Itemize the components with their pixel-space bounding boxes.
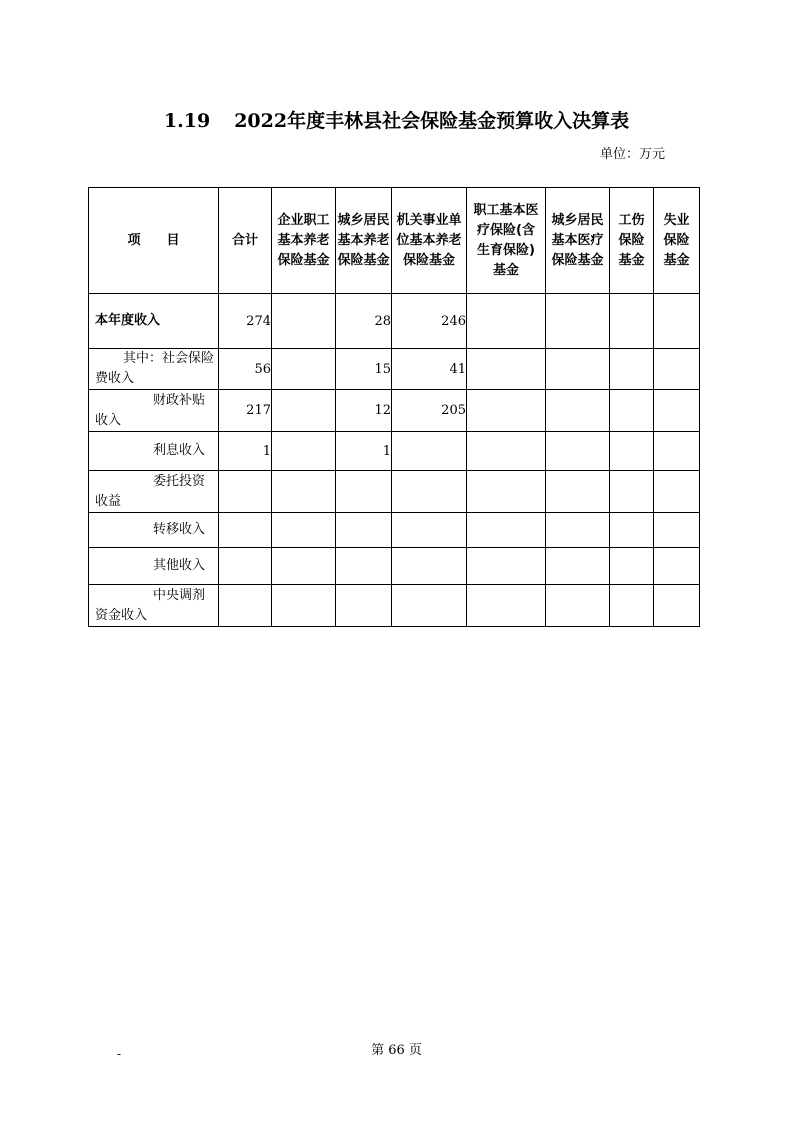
row-label: 其中：社会保险费收入 [89, 349, 219, 390]
cell-unemployment [654, 349, 700, 390]
cell-injury [610, 294, 654, 349]
row-label: 利息收入 [89, 432, 219, 471]
cell-urban-rural-medical [546, 390, 610, 432]
cell-employee-medical [467, 585, 546, 627]
page-number: 第 66 页 [371, 1043, 422, 1058]
cell-urban-rural-pension [336, 585, 392, 627]
row-label: 其他收入 [89, 548, 219, 585]
cell-total: 217 [219, 390, 272, 432]
header-employee-medical: 职工基本医疗保险(含生育保险)基金 [467, 188, 546, 294]
table-row [89, 585, 700, 627]
header-urban-rural-medical: 城乡居民基本医疗保险基金 [546, 188, 610, 294]
table-row [89, 471, 700, 513]
cell-urban-rural-medical [546, 294, 610, 349]
cell-institution-pension: 246 [392, 294, 467, 349]
cell-total [219, 585, 272, 627]
cell-enterprise-pension [272, 432, 336, 471]
table-row [89, 432, 700, 471]
header-injury: 工伤保险基金 [610, 188, 654, 294]
cell-injury [610, 349, 654, 390]
row-label: 财政补贴收入 [89, 390, 219, 432]
cell-unemployment [654, 294, 700, 349]
cell-urban-rural-pension [336, 513, 392, 548]
title-text: 2022年度丰林县社会保险基金预算收入决算表 [234, 110, 630, 132]
cell-institution-pension [392, 471, 467, 513]
cell-enterprise-pension [272, 390, 336, 432]
row-label: 转移收入 [89, 513, 219, 548]
table-row [89, 390, 700, 432]
cell-enterprise-pension [272, 585, 336, 627]
table-row [89, 513, 700, 548]
cell-urban-rural-medical [546, 548, 610, 585]
cell-employee-medical [467, 390, 546, 432]
cell-institution-pension [392, 548, 467, 585]
cell-urban-rural-pension: 1 [336, 432, 392, 471]
cell-employee-medical [467, 349, 546, 390]
cell-urban-rural-medical [546, 513, 610, 548]
cell-institution-pension: 41 [392, 349, 467, 390]
cell-enterprise-pension [272, 294, 336, 349]
cell-total [219, 513, 272, 548]
cell-institution-pension [392, 513, 467, 548]
cell-urban-rural-medical [546, 471, 610, 513]
cell-injury [610, 432, 654, 471]
cell-total: 274 [219, 294, 272, 349]
cell-injury [610, 471, 654, 513]
cell-total [219, 471, 272, 513]
cell-unemployment [654, 585, 700, 627]
cell-injury [610, 390, 654, 432]
cell-urban-rural-medical [546, 349, 610, 390]
cell-employee-medical [467, 548, 546, 585]
cell-unemployment [654, 432, 700, 471]
cell-urban-rural-medical [546, 585, 610, 627]
cell-unemployment [654, 390, 700, 432]
cell-unemployment [654, 513, 700, 548]
header-institution-pension: 机关事业单位基本养老保险基金 [392, 188, 467, 294]
cell-employee-medical [467, 294, 546, 349]
cell-institution-pension [392, 432, 467, 471]
cell-total [219, 548, 272, 585]
table-header-row [89, 188, 700, 294]
cell-injury [610, 548, 654, 585]
cell-injury [610, 585, 654, 627]
cell-institution-pension [392, 585, 467, 627]
header-urban-rural-pension: 城乡居民基本养老保险基金 [336, 188, 392, 294]
cell-institution-pension: 205 [392, 390, 467, 432]
cell-enterprise-pension [272, 349, 336, 390]
unit-label: 单位：万元 [600, 147, 666, 162]
cell-enterprise-pension [272, 548, 336, 585]
table-row [89, 349, 700, 390]
cell-urban-rural-pension: 15 [336, 349, 392, 390]
cell-urban-rural-pension [336, 548, 392, 585]
cell-total: 56 [219, 349, 272, 390]
cell-unemployment [654, 471, 700, 513]
cell-injury [610, 513, 654, 548]
cell-urban-rural-pension: 12 [336, 390, 392, 432]
title-number: 1.19 [163, 110, 211, 132]
cell-urban-rural-pension [336, 471, 392, 513]
cell-employee-medical [467, 513, 546, 548]
cell-total: 1 [219, 432, 272, 471]
header-enterprise-pension: 企业职工基本养老保险基金 [272, 188, 336, 294]
cell-urban-rural-medical [546, 432, 610, 471]
page-title [0, 106, 793, 136]
header-unemployment: 失业保险基金 [654, 188, 700, 294]
row-label: 本年度收入 [89, 294, 219, 349]
cell-employee-medical [467, 471, 546, 513]
cell-enterprise-pension [272, 471, 336, 513]
cell-employee-medical [467, 432, 546, 471]
row-label: 中央调剂资金收入 [89, 585, 219, 627]
cell-urban-rural-pension: 28 [336, 294, 392, 349]
table-row [89, 294, 700, 349]
footer-dash: - [117, 1047, 122, 1061]
header-total: 合计 [219, 188, 272, 294]
cell-unemployment [654, 548, 700, 585]
header-item: 项 目 [89, 188, 219, 294]
cell-enterprise-pension [272, 513, 336, 548]
fund-income-table [88, 187, 700, 627]
table-row [89, 548, 700, 585]
row-label: 委托投资收益 [89, 471, 219, 513]
